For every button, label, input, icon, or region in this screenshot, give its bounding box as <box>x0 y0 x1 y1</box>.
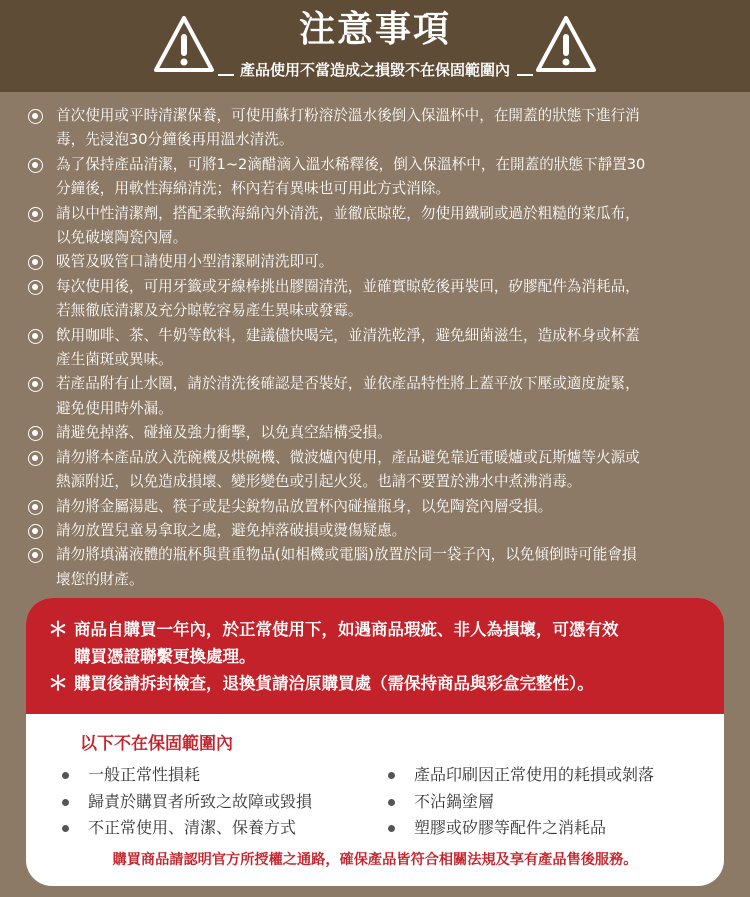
page-title: 注意事項 <box>298 9 451 50</box>
page-subtitle: 產品使用不當造成之損毀不在保固範圍內 <box>239 61 510 79</box>
asterisk-icon: ＊ <box>48 617 68 641</box>
dot-bullet-icon <box>62 799 69 806</box>
list-item <box>28 372 728 421</box>
warranty-terms <box>26 598 724 714</box>
exclusion-text: 產品印刷因正常使用的耗損或剝落 <box>414 765 655 784</box>
warranty-term-line: 購買憑證聯繫更換處理。 <box>74 647 256 666</box>
note-line: 請勿放置兒童易拿取之處，避免掉落破損或燙傷疑慮。 <box>56 521 407 539</box>
list-item <box>58 789 312 816</box>
exclusion-text: 不沾鍋塗層 <box>414 791 495 811</box>
exclusions-list-left <box>58 762 312 842</box>
note-line: 毒，先浸泡30分鐘後再用溫水清洗。 <box>56 131 294 149</box>
dot-bullet-icon <box>62 825 69 832</box>
warranty-panel <box>26 598 724 886</box>
warranty-term <box>48 616 718 670</box>
list-item <box>384 815 654 842</box>
circle-bullet-icon <box>28 109 43 124</box>
list-item <box>28 519 728 543</box>
dot-bullet-icon <box>62 772 69 779</box>
exclusion-text: 塑膠或矽膠等配件之消耗品 <box>414 818 607 837</box>
exclusion-text: 一般正常性損耗 <box>88 765 201 784</box>
note-line: 若產品附有止水圈，請於清洗後確認是否裝好，並依產品特性將上蓋平放下壓或適度旋緊， <box>56 375 640 393</box>
note-line: 熱源附近，以免造成損壞、變形變色或引起火災。也請不要置於沸水中煮沸消毒。 <box>56 473 582 491</box>
list-item <box>28 446 728 495</box>
note-line: 產生菌斑或異味。 <box>56 351 173 369</box>
authorized-channel-note: 購買商品請認明官方所授權之通路，確保產品皆符合相關法規及享有產品售後服務。 <box>112 852 638 868</box>
circle-bullet-icon <box>28 524 43 539</box>
circle-bullet-icon <box>28 500 43 515</box>
circle-bullet-icon <box>28 548 43 563</box>
note-line: 每次使用後，可用牙籤或牙線棒挑出膠圈清洗，並確實晾乾後再裝回，矽膠配件為消耗品， <box>56 277 640 295</box>
warranty-term-line: 購買後請拆封檢查，退換貨請洽原購買處（需保持商品與彩盒完整性）。 <box>74 674 594 693</box>
circle-bullet-icon <box>28 255 43 270</box>
circle-bullet-icon <box>28 207 43 222</box>
circle-bullet-icon <box>28 329 43 344</box>
note-line: 請勿將金屬湯匙、筷子或是尖銳物品放置杯內碰撞瓶身，以免陶瓷內層受損。 <box>56 497 553 515</box>
subtitle-divider-right <box>517 74 533 76</box>
circle-bullet-icon <box>28 158 43 173</box>
list-item <box>58 815 312 842</box>
exclusions-title: 以下不在保固範圍內 <box>80 734 233 754</box>
list-item <box>28 104 728 153</box>
warning-triangle-icon <box>534 14 598 76</box>
dot-bullet-icon <box>388 825 395 832</box>
list-item <box>28 324 728 373</box>
warranty-term-line: 商品自購買一年內，於正常使用下，如遇商品瑕疵、非人為損壞，可憑有效 <box>74 620 619 639</box>
list-item <box>384 762 654 789</box>
note-line: 若無徹底清潔及充分晾乾容易產生異味或發霉。 <box>56 302 363 320</box>
note-line: 分鐘後，用軟性海綿清洗；杯內若有異味也可用此方式消除。 <box>56 180 451 198</box>
warranty-term <box>48 670 718 697</box>
list-item <box>28 153 728 202</box>
note-line: 壞您的財產。 <box>56 570 144 588</box>
list-item <box>28 543 728 592</box>
exclusions-list-right <box>384 762 654 842</box>
list-item <box>58 762 312 789</box>
header-banner <box>0 0 750 92</box>
note-line: 飲用咖啡、茶、牛奶等飲料，建議儘快喝完，並清洗乾淨，避免細菌滋生，造成杯身或杯蓋 <box>56 326 640 344</box>
exclusion-text: 不正常使用、清潔、保養方式 <box>88 818 297 837</box>
circle-bullet-icon <box>28 451 43 466</box>
note-line: 請以中性清潔劑，搭配柔軟海綿內外清洗，並徹底晾乾，勿使用鐵刷或過於粗糙的菜瓜布， <box>56 204 640 222</box>
note-line: 吸管及吸管口請使用小型清潔刷清洗即可。 <box>56 253 334 271</box>
list-item <box>28 202 728 251</box>
list-item <box>28 250 728 274</box>
note-line: 首次使用或平時清潔保養，可使用蘇打粉溶於溫水後倒入保溫杯中，在開蓋的狀態下進行消 <box>56 107 640 124</box>
note-line: 為了保持產品清潔，可將1~2滴醋滴入溫水稀釋後，倒入保溫杯中，在開蓋的狀態下靜置30 <box>56 155 646 173</box>
note-line: 請避免掉落、碰撞及強力衝擊，以免真空結構受損。 <box>56 424 392 442</box>
circle-bullet-icon <box>28 280 43 295</box>
note-line: 避免使用時外漏。 <box>56 399 173 417</box>
list-item <box>28 495 728 519</box>
asterisk-icon: ＊ <box>48 671 68 695</box>
exclusion-text: 歸責於購買者所致之故障或毀損 <box>88 791 313 811</box>
list-item <box>28 275 728 324</box>
circle-bullet-icon <box>28 377 43 392</box>
circle-bullet-icon <box>28 426 43 441</box>
dot-bullet-icon <box>388 772 395 779</box>
note-line: 請勿將填滿液體的瓶杯與貴重物品(如相機或電腦)放置於同一袋子內，以免傾倒時可能會損 <box>56 546 637 564</box>
list-item <box>28 421 728 445</box>
list-item <box>384 789 654 816</box>
note-line: 請勿將本產品放入洗碗機及烘碗機、微波爐內使用，產品避免靠近電暖爐或瓦斯爐等火源或 <box>56 448 640 466</box>
note-line: 以免破壞陶瓷內層。 <box>56 229 188 247</box>
care-notes-list <box>28 104 728 592</box>
dot-bullet-icon <box>388 799 395 806</box>
